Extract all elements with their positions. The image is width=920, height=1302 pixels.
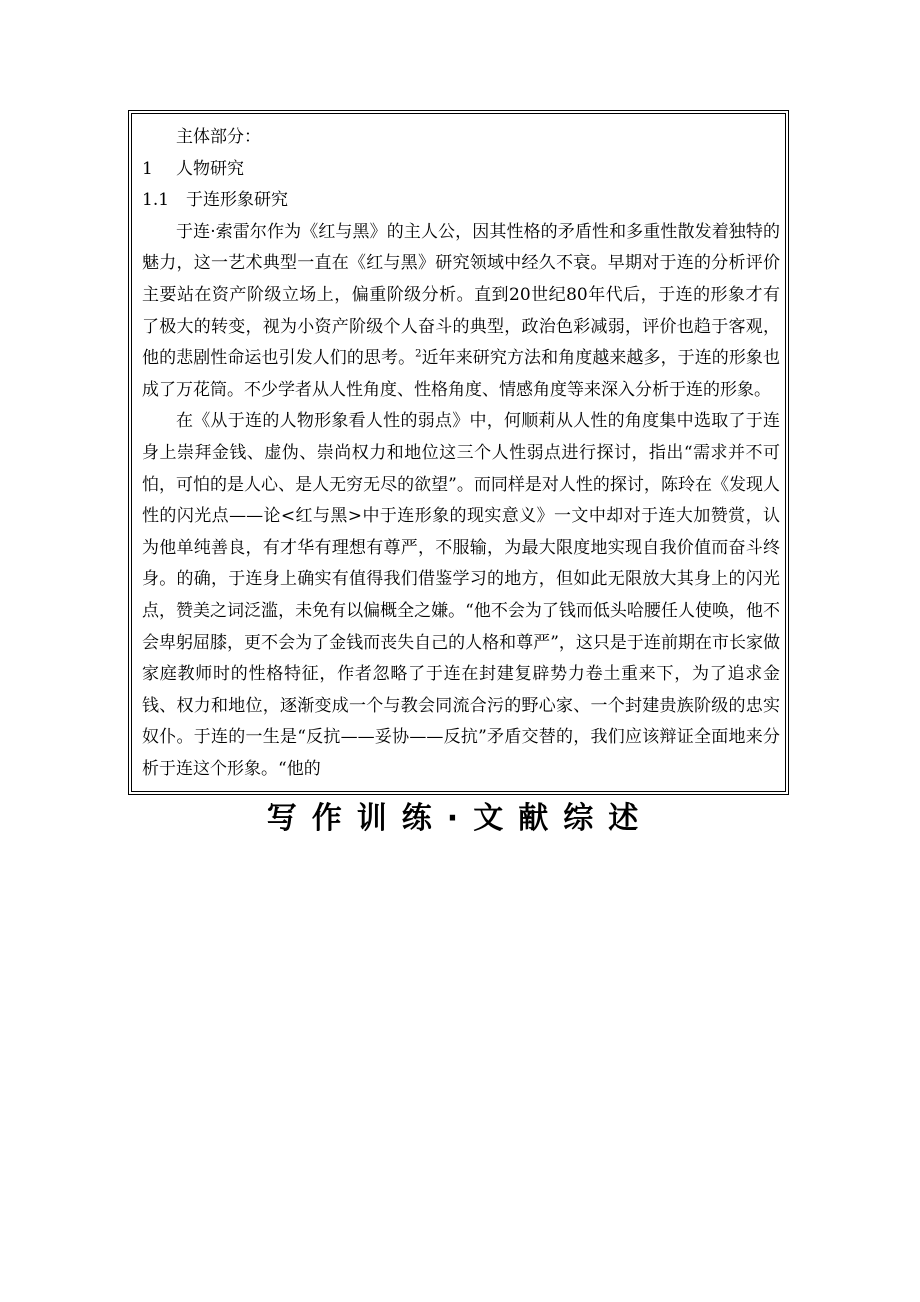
heading-level-1-title: 人物研究 [176,158,244,179]
heading-level-2-title: 于连形象研究 [186,190,288,211]
paragraph-1-text-b: 近年来研究方法和角度越来越多，于连的形象也成了万花筒。不少学者从人性角度、性格角度、情感角度等来深入分析于连的形象。 [142,348,781,400]
footnote-marker: 2 [415,348,422,360]
heading-level-1-number: 1 [142,158,153,179]
content-frame-inner-border [131,113,786,792]
paragraph-1 [142,217,780,407]
section-label: 主体部分： [176,127,261,147]
footer-title: 写作训练·文献综述 [266,801,654,836]
paragraph-2: 在《从于连的人物形象看人性的弱点》中，何顺莉从人性的角度集中选取了于连身上崇拜金钱、虚伪、崇尚权力和地位这三个人性弱点进行探讨，指出“需求并不可怕，可怕的是人心、是人无穷无尽的欲望”。而同样是对人性的探讨，陈玲在《发现人性的闪光点——论<红与黑>中于连形象的现实意义》一文中却对于连大加赞赏，认为他单纯善良，有才华有理想有尊严，不服输，为最大限度地实现自我价值而奋斗终身。的确，于连身上确实有值得我们借鉴学习的地方，但如此无限放大其身上的闪光点，赞美之词泛滥，未免有以偏概全之嫌。“他不会为了钱而低头哈腰任人使唤，他不会卑躬屈膝，更不会为了金钱而丧失自己的人格和尊严”，这只是于连前期在市长家做家庭教师时的性格特征，作者忽略了于连在封建复辟势力卷土重来下，为了追求金钱、权力和地位，逐渐变成一个与教会同流合污的野心家、一个封建贵族阶级的忠实奴仆。于连的一生是“反抗——妥协——反抗”矛盾交替的，我们应该辩证全面地来分析于连这个形象。“他的 [142,411,780,779]
heading-level-2 [142,185,780,217]
heading-level-1 [142,154,780,186]
document-body [142,122,780,785]
heading-level-2-number: 1.1 [142,190,170,211]
content-frame [128,110,789,795]
paragraph-1-text-a: 于连·索雷尔作为《红与黑》的主人公，因其性格的矛盾性和多重性散发着独特的魅力，这一艺术典型一直在《红与黑》研究领域中经久不衰。早期对于连的分析评价主要站在资产阶级立场上，偏重阶级分析。直到20世纪80年代后，于连的形象才有了极大的转变，视为小资产阶级个人奋斗的典型，政治色彩减弱，评价也趋于客观，他的悲剧性命运也引发人们的思考。 [142,221,780,369]
